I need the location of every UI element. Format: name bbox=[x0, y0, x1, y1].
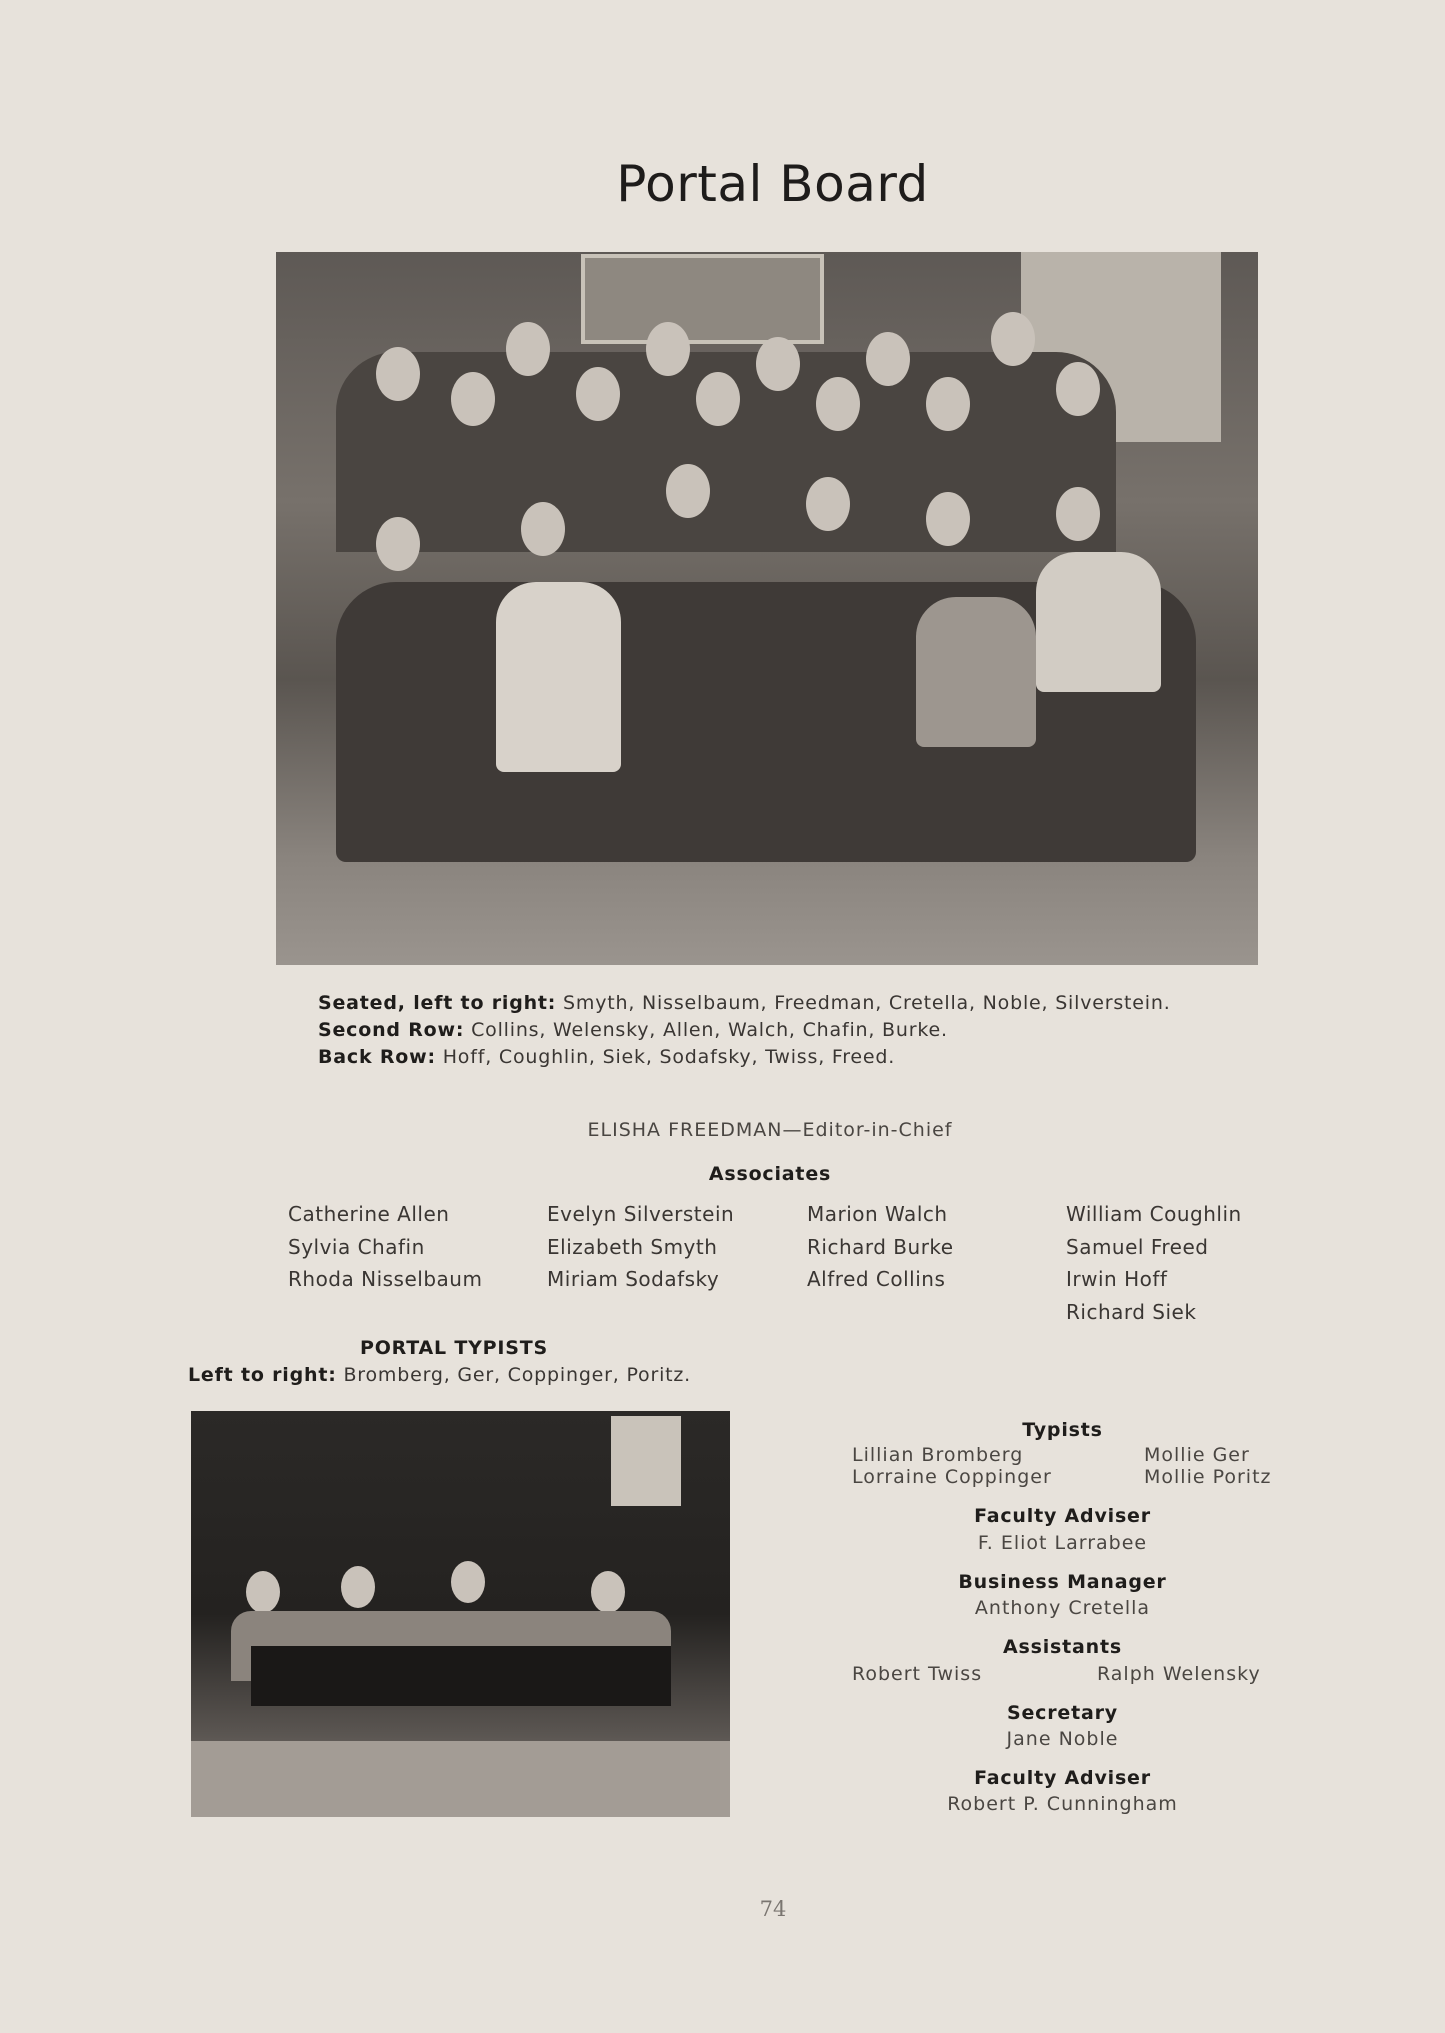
associate-name: Marion Walch bbox=[807, 1202, 948, 1226]
secretary-name: Jane Noble bbox=[1006, 1728, 1119, 1750]
associate-name: William Coughlin bbox=[1066, 1202, 1242, 1226]
typists-list-left bbox=[852, 1444, 1052, 1488]
typists-list-right bbox=[1144, 1444, 1272, 1488]
picture-frame bbox=[581, 254, 824, 344]
faculty-adviser-name: Robert P. Cunningham bbox=[947, 1793, 1178, 1815]
associate-name: Elizabeth Smyth bbox=[547, 1234, 718, 1259]
assistants-heading: Assistants bbox=[1003, 1636, 1122, 1658]
caption-label: Back Row: bbox=[318, 1046, 436, 1068]
associate-name: Richard Burke bbox=[807, 1234, 954, 1259]
caption-seated bbox=[318, 992, 1171, 1014]
faculty-adviser-name: F. Eliot Larrabee bbox=[977, 1532, 1148, 1554]
associate-name: Alfred Collins bbox=[807, 1267, 946, 1291]
faculty-adviser-heading: Faculty Adviser bbox=[974, 1767, 1151, 1789]
group-photo bbox=[276, 252, 1258, 965]
associate-name: Miriam Sodafsky bbox=[547, 1267, 720, 1291]
caption-label: Left to right: bbox=[188, 1364, 337, 1386]
typists-photo-heading: PORTAL TYPISTS bbox=[359, 1337, 548, 1359]
caption-names: Smyth, Nisselbaum, Freedman, Cretella, Noble, Silverstein. bbox=[563, 992, 1171, 1014]
associate-name: Catherine Allen bbox=[288, 1202, 450, 1226]
associate-name: Rhoda Nisselbaum bbox=[288, 1267, 483, 1291]
poster bbox=[611, 1416, 681, 1506]
page-number: 74 bbox=[759, 1897, 787, 1921]
faculty-adviser-heading: Faculty Adviser bbox=[974, 1505, 1151, 1527]
caption-second-row bbox=[318, 1019, 948, 1041]
associates-column bbox=[288, 1198, 482, 1296]
associates-column bbox=[1066, 1198, 1242, 1328]
caption-names: Hoff, Coughlin, Siek, Sodafsky, Twiss, Freed. bbox=[442, 1046, 896, 1068]
caption-back-row bbox=[318, 1046, 895, 1068]
typists-heading: Typists bbox=[1022, 1419, 1103, 1441]
typists-photo-caption bbox=[188, 1364, 691, 1386]
typists-photo bbox=[191, 1411, 730, 1817]
associates-column bbox=[807, 1198, 954, 1296]
associate-name: Samuel Freed bbox=[1066, 1234, 1209, 1259]
business-manager-name: Anthony Cretella bbox=[974, 1597, 1151, 1619]
editor-in-chief: ELISHA FREEDMAN—Editor-in-Chief bbox=[587, 1119, 953, 1141]
assistant-name: Ralph Welensky bbox=[1097, 1663, 1261, 1685]
typewriters bbox=[251, 1646, 671, 1706]
page-title: Portal Board bbox=[616, 155, 929, 213]
associates-heading: Associates bbox=[708, 1163, 832, 1185]
caption-label: Seated, left to right: bbox=[318, 992, 557, 1014]
associates-column bbox=[547, 1198, 734, 1296]
business-manager-heading: Business Manager bbox=[958, 1571, 1167, 1593]
typist-name: Mollie Poritz bbox=[1144, 1466, 1272, 1488]
typist-name: Mollie Ger bbox=[1144, 1444, 1250, 1466]
associate-name: Evelyn Silverstein bbox=[547, 1202, 735, 1226]
typist-name: Lorraine Coppinger bbox=[852, 1466, 1052, 1488]
associate-name: Richard Siek bbox=[1066, 1299, 1197, 1324]
secretary-heading: Secretary bbox=[1007, 1702, 1118, 1724]
associate-name: Sylvia Chafin bbox=[288, 1234, 425, 1259]
typist-name: Lillian Bromberg bbox=[852, 1444, 1024, 1466]
associate-name: Irwin Hoff bbox=[1066, 1267, 1168, 1291]
caption-names: Collins, Welensky, Allen, Walch, Chafin, Burke. bbox=[471, 1019, 948, 1041]
caption-label: Second Row: bbox=[318, 1019, 465, 1041]
assistant-name: Robert Twiss bbox=[852, 1663, 983, 1685]
caption-names: Bromberg, Ger, Coppinger, Poritz. bbox=[343, 1364, 692, 1386]
